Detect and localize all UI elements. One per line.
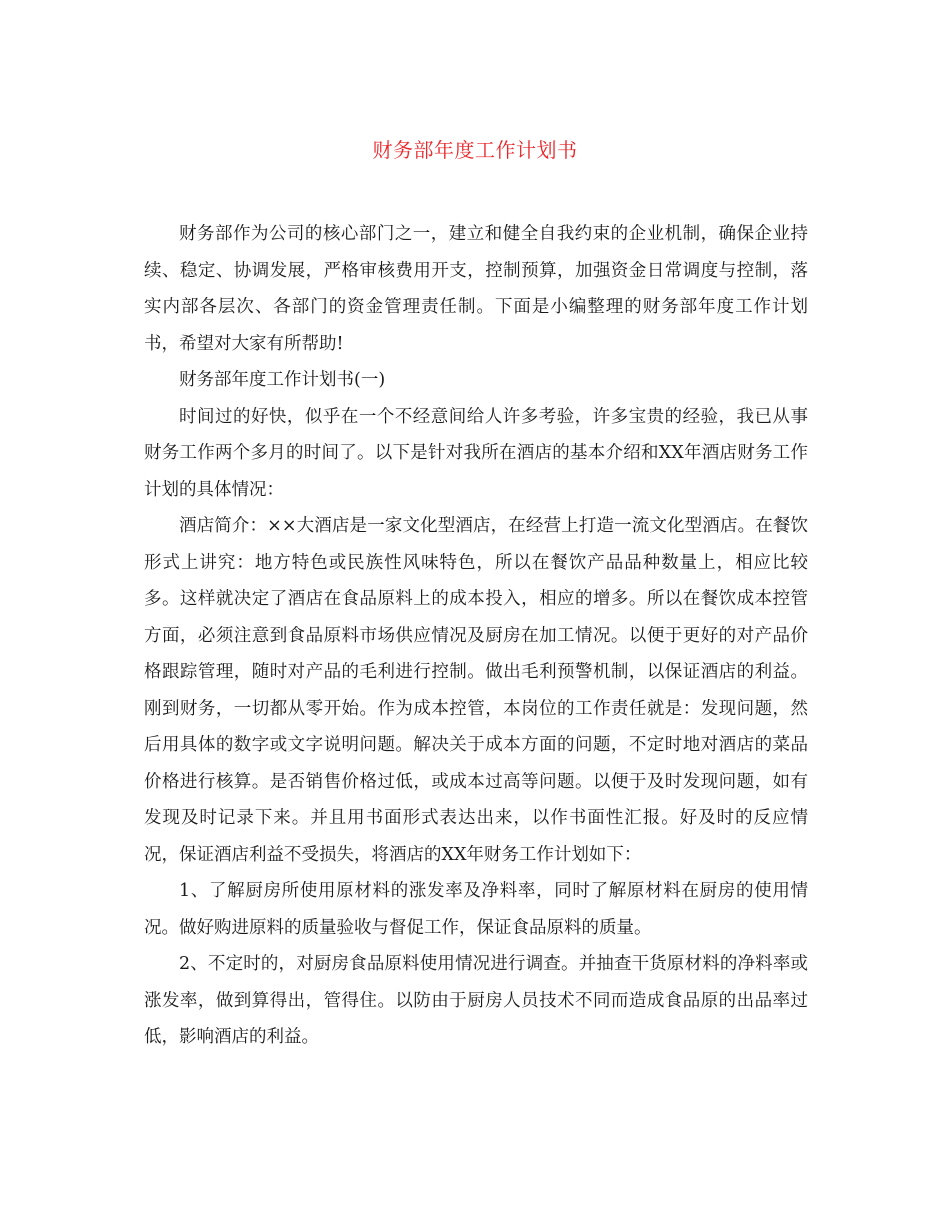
document-title: 财务部年度工作计划书 — [372, 138, 578, 162]
section-heading: 财务部年度工作计划书(一) — [179, 370, 386, 390]
intro-paragraph: 财务部作为公司的核心部门之一，建立和健全自我约束的企业机制，确保企业持续、稳定、协调发展，严格审核费用开支，控制预算，加强资金日常调度与控制，落实内部各层次、各部门的资金管理责任制。下面是小编整理的财务部年度工作计划书，希望对大家有所帮助! — [144, 224, 808, 354]
plan-item-1: 1、了解厨房所使用原材料的涨发率及净料率，同时了解原材料在厨房的使用情况。做好购进原料的质量验收与督促工作，保证食品原料的质量。 — [144, 881, 808, 938]
paragraph-hotel-intro: 酒店简介：××大酒店是一家文化型酒店，在经营上打造一流文化型酒店。在餐饮形式上讲究：地方特色或民族性风味特色，所以在餐饮产品品种数量上，相应比较多。这样就决定了酒店在食品原料上的成本投入，相应的增多。所以在餐饮成本控管方面，必须注意到食品原料市场供应情况及厨房在加工情况。以便于更好的对产品价格跟踪管理，随时对产品的毛利进行控制。做出毛利预警机制，以保证酒店的利益。刚到财务，一切都从零开始。作为成本控管，本岗位的工作责任就是：发现问题，然后用具体的数字或文字说明问题。解决关于成本方面的问题，不定时地对酒店的菜品价格进行核算。是否销售价格过低，或成本过高等问题。以便于及时发现问题，如有发现及时记录下来。并且用书面形式表达出来，以作书面性汇报。好及时的反应情况，保证酒店利益不受损失，将酒店的XX年财务工作计划如下： — [144, 516, 808, 865]
plan-item-2: 2、不定时的，对厨房食品原料使用情况进行调查。并抽查干货原材料的净料率或涨发率，做到算得出，管得住。以防由于厨房人员技术不同而造成食品原的出品率过低，影响酒店的利益。 — [144, 954, 808, 1047]
paragraph-opening: 时间过的好快，似乎在一个不经意间给人许多考验，许多宝贵的经验，我已从事财务工作两个多月的时间了。以下是针对我所在酒店的基本介绍和XX年酒店财务工作计划的具体情况： — [144, 406, 808, 500]
document-body — [144, 216, 808, 1056]
